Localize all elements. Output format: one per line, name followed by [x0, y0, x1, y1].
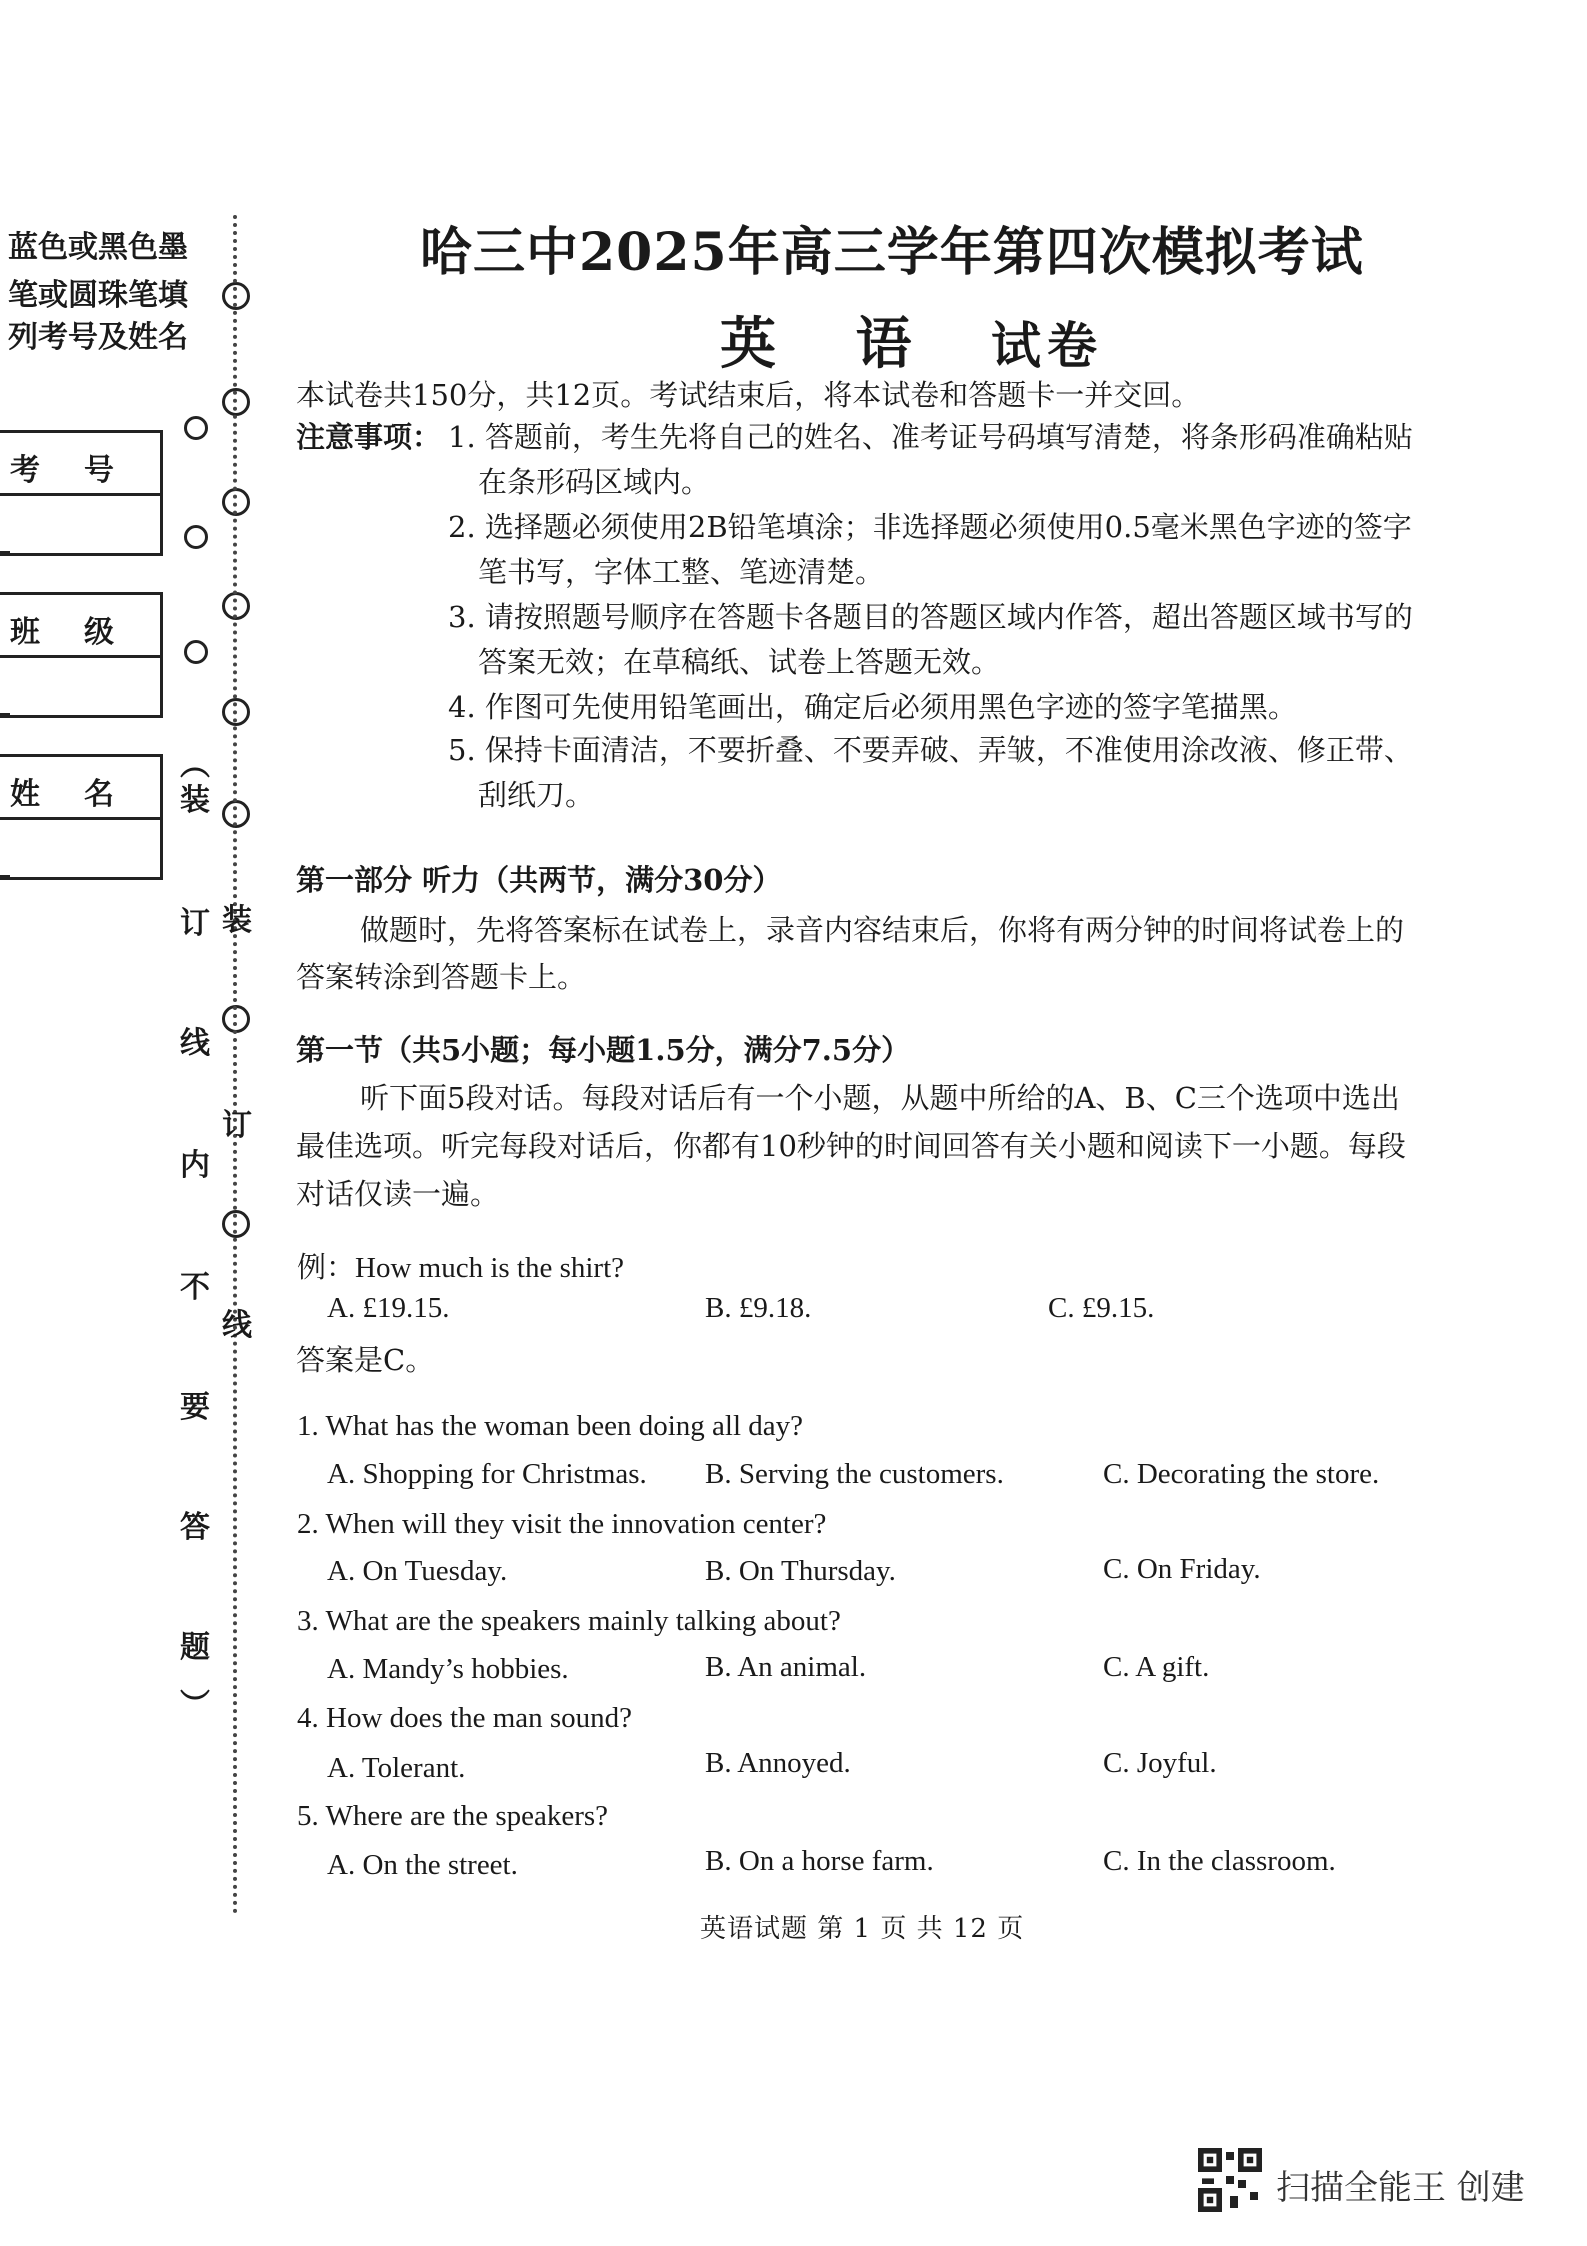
- section1-instructions-3: 对话仅读一遍。: [296, 1177, 500, 1211]
- part1-instructions-1: 做题时，先将答案标在试卷上，录音内容结束后，你将有两分钟的时间将试卷上的: [360, 913, 1405, 947]
- question-4-option-b: B. Annoyed.: [705, 1747, 851, 1779]
- binding-char: 装: [222, 903, 252, 938]
- margin-note-line-2: 笔或圆珠笔填: [8, 278, 188, 313]
- question-3: 3. What are the speakers mainly talking about?: [297, 1605, 841, 1637]
- subject-suffix: 试卷: [991, 316, 1103, 375]
- notice-item-5: 5. 保持卡面清洁，不要折叠、不要弄破、弄皱，不准使用涂改液、修正带、: [448, 733, 1413, 767]
- question-4: 4. How does the man sound?: [297, 1702, 633, 1734]
- part1-heading: 第一部分 听力（共两节，满分30分）: [296, 863, 782, 897]
- binding-char: 线: [180, 1026, 210, 1061]
- notice-item-3-cont: 答案无效；在草稿纸、试卷上答题无效。: [478, 645, 1001, 679]
- section1-instructions-2: 最佳选项。听完每段对话后，你都有10秒钟的时间回答有关小题和阅读下一小题。每段: [296, 1129, 1406, 1163]
- binding-char: 要: [180, 1390, 210, 1425]
- question-2-option-a: A. On Tuesday.: [327, 1555, 508, 1587]
- section1-instructions-1: 听下面5段对话。每段对话后有一个小题，从题中所给的A、B、C三个选项中选出: [360, 1081, 1400, 1115]
- binding-char: 题: [180, 1630, 210, 1665]
- question-1-option-c: C. Decorating the store.: [1103, 1458, 1380, 1490]
- binding-char: 装: [180, 783, 210, 818]
- example-answer: 答案是C。: [296, 1343, 435, 1377]
- exam-number-field[interactable]: [0, 430, 163, 556]
- binding-line: [233, 215, 237, 1915]
- example-question: 例：How much is the shirt?: [297, 1252, 625, 1284]
- binding-hole-icon: [184, 525, 208, 549]
- example-option-a: A. £19.15.: [327, 1292, 450, 1324]
- binding-hole-icon: [184, 640, 208, 664]
- question-2-option-c: C. On Friday.: [1103, 1553, 1261, 1585]
- question-2-option-b: B. On Thursday.: [705, 1555, 896, 1587]
- question-1-option-b: B. Serving the customers.: [705, 1458, 1004, 1490]
- binding-char: ︵: [180, 748, 210, 783]
- margin-note-line-1: 蓝色或黑色墨: [8, 230, 188, 265]
- question-1-option-a: A. Shopping for Christmas.: [327, 1458, 647, 1490]
- binding-char: 不: [180, 1270, 210, 1305]
- binding-hole-icon: [184, 416, 208, 440]
- notice-item-1-cont: 在条形码区域内。: [478, 465, 711, 499]
- notice-item-1: 1. 答题前，考生先将自己的姓名、准考证号码填写清楚，将条形码准确粘贴: [448, 420, 1413, 454]
- binding-char: 订: [222, 1108, 252, 1143]
- binding-char: 订: [180, 906, 210, 941]
- class-label: 班级: [10, 615, 158, 650]
- question-5-option-a: A. On the street.: [327, 1849, 518, 1881]
- notice-item-2: 2. 选择题必须使用2B铅笔填涂；非选择题必须使用0.5毫米黑色字迹的签字: [448, 510, 1412, 544]
- question-3-option-a: A. Mandy’s hobbies.: [327, 1653, 569, 1685]
- intro-text: 本试卷共150分，共12页。考试结束后，将本试卷和答题卡一并交回。: [296, 378, 1201, 412]
- page-footer: 英语试题 第 1 页 共 12 页: [700, 1914, 1025, 1944]
- exam-title: 哈三中2025年高三学年第四次模拟考试: [420, 222, 1364, 283]
- part1-instructions-2: 答案转涂到答题卡上。: [296, 960, 587, 994]
- question-2: 2. When will they visit the innovation center?: [297, 1508, 827, 1540]
- binding-char: ︶: [180, 1688, 210, 1723]
- question-3-option-b: B. An animal.: [705, 1651, 867, 1683]
- exam-number-label: 考号: [10, 453, 158, 488]
- class-field[interactable]: [0, 592, 163, 718]
- notice-item-5-cont: 刮纸刀。: [478, 778, 595, 812]
- scanner-watermark: 扫描全能王 创建: [1276, 2168, 1525, 2208]
- qr-code-icon: [1198, 2148, 1262, 2212]
- question-1: 1. What has the woman been doing all day?: [297, 1410, 804, 1442]
- question-5: 5. Where are the speakers?: [297, 1800, 609, 1832]
- name-label: 姓名: [10, 777, 158, 812]
- binding-char: 线: [222, 1308, 252, 1343]
- question-5-option-b: B. On a horse farm.: [705, 1845, 934, 1877]
- example-option-c: C. £9.15.: [1048, 1292, 1155, 1324]
- notice-heading: 注意事项：: [296, 420, 442, 454]
- binding-char: 内: [180, 1148, 210, 1183]
- name-field[interactable]: [0, 754, 163, 880]
- question-4-option-a: A. Tolerant.: [327, 1752, 466, 1784]
- subject-title: [720, 300, 1103, 380]
- subject-name: 英 语: [720, 311, 942, 377]
- margin-note-line-3: 列考号及姓名: [8, 320, 188, 355]
- section1-heading: 第一节（共5小题；每小题1.5分，满分7.5分）: [296, 1033, 911, 1067]
- notice-item-4: 4. 作图可先使用铅笔画出，确定后必须用黑色字迹的签字笔描黑。: [448, 690, 1297, 724]
- notice-item-3: 3. 请按照题号顺序在答题卡各题目的答题区域内作答，超出答题区域书写的: [448, 600, 1413, 634]
- question-3-option-c: C. A gift.: [1103, 1651, 1210, 1683]
- question-4-option-c: C. Joyful.: [1103, 1747, 1217, 1779]
- notice-item-2-cont: 笔书写，字体工整、笔迹清楚。: [478, 555, 885, 589]
- example-option-b: B. £9.18.: [705, 1292, 812, 1324]
- question-5-option-c: C. In the classroom.: [1103, 1845, 1336, 1877]
- binding-char: 答: [180, 1510, 210, 1545]
